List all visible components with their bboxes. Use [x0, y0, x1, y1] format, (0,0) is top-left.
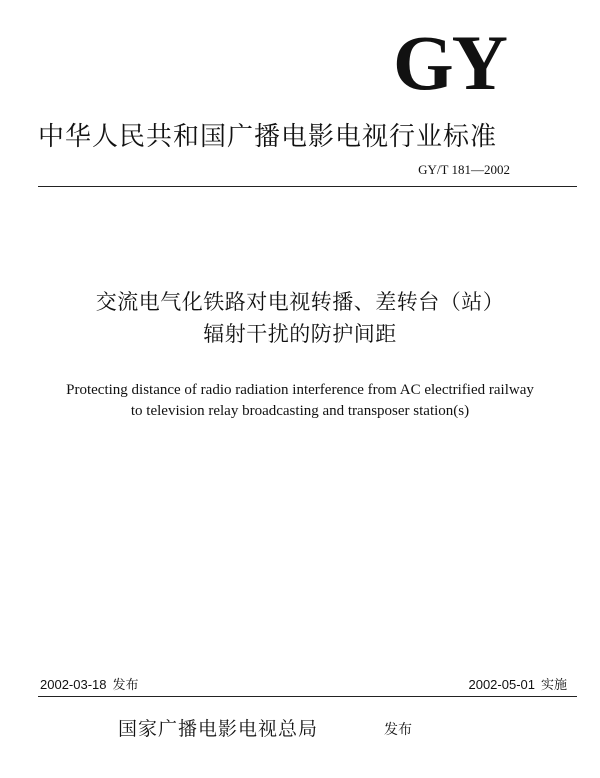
standard-category-title: 中华人民共和国广播电影电视行业标准	[38, 122, 498, 152]
issue-label: 发布	[112, 677, 139, 692]
gy-logo: GY	[393, 19, 506, 106]
standard-number: GY/T 181—2002	[418, 162, 510, 177]
top-divider	[38, 186, 577, 187]
effective-date-block	[468, 676, 567, 694]
effective-label: 实施	[540, 677, 567, 692]
chinese-title-line-1: 交流电气化铁路对电视转播、差转台（站）	[95, 290, 505, 314]
issue-date-block	[40, 676, 139, 694]
chinese-title-line-2: 辐射干扰的防护间距	[203, 322, 397, 346]
bottom-divider	[38, 696, 577, 697]
issue-date: 2002-03-18	[40, 677, 107, 692]
chinese-title	[20, 286, 580, 350]
issuing-authority: 国家广播电影电视总局	[118, 718, 319, 740]
effective-date: 2002-05-01	[468, 677, 535, 692]
issuing-action-label: 发布	[384, 722, 412, 738]
english-title	[20, 380, 580, 422]
english-title-line-2: to television relay broadcasting and transposer station(s)	[130, 403, 470, 419]
english-title-line-1: Protecting distance of radio radiation interference from AC electrified railway	[66, 382, 534, 398]
